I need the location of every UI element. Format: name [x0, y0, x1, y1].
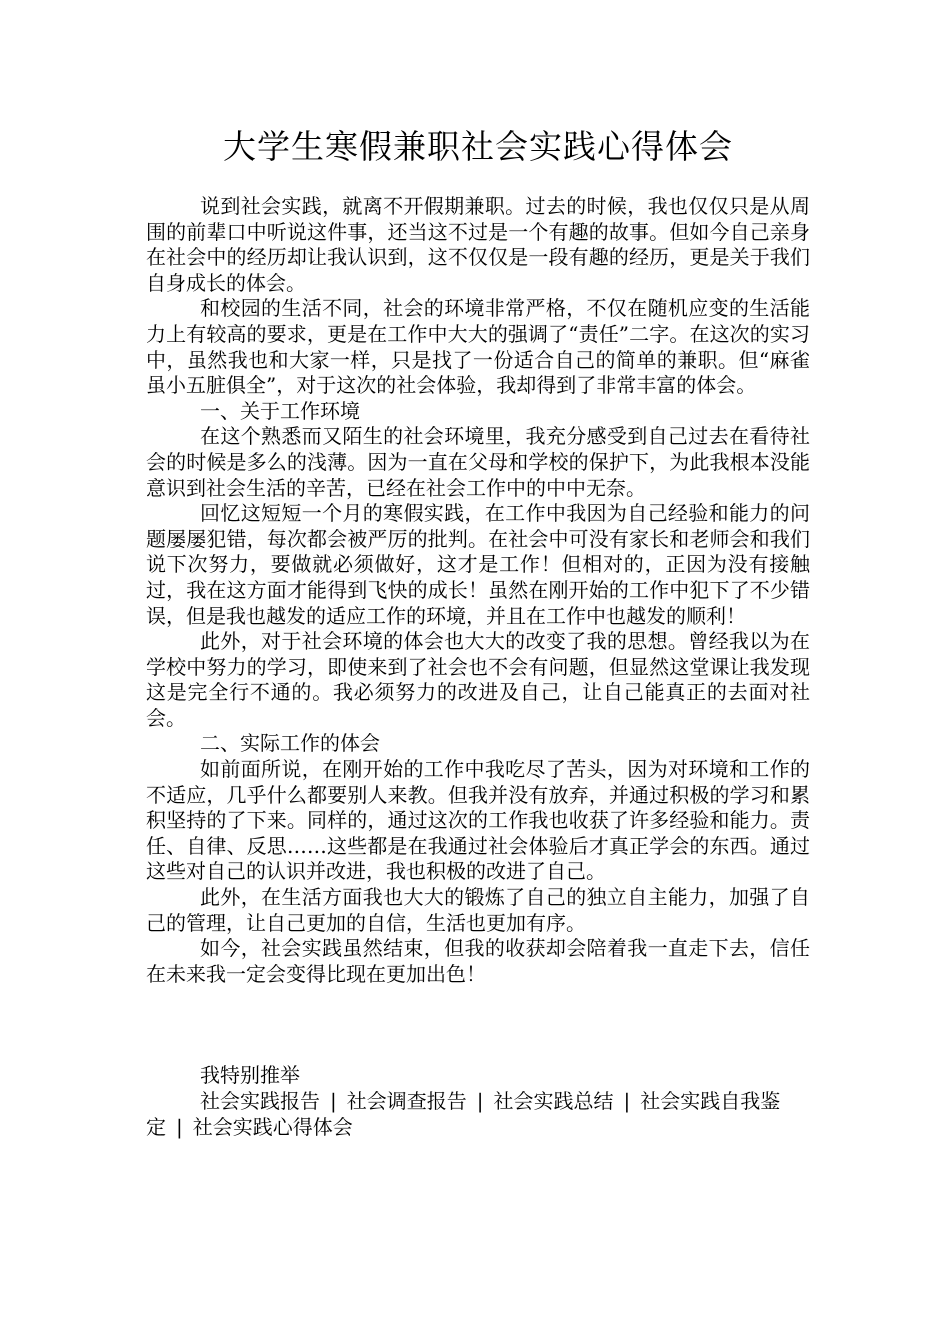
spacer — [146, 987, 810, 1063]
document-title: 大学生寒假兼职社会实践心得体会 — [223, 127, 733, 166]
link-separator: | — [476, 1089, 484, 1113]
paragraph: 如今，社会实践虽然结束，但我的收获却会陪着我一直走下去，信任在未来我一定会变得比现在更加出色！ — [146, 936, 810, 986]
paragraph: 和校园的生活不同，社会的环境非常严格，不仅在随机应变的生活能力上有较高的要求，更是在工作中大大的强调了“责任”二字。在这次的实习中，虽然我也和大家一样，只是找了一份适合自己的简单的兼职。但“麻雀虽小五脏俱全”，对于这次的社会体验，我却得到了非常丰富的体会。 — [146, 296, 810, 398]
paragraph: 此外，对于社会环境的体会也大大的改变了我的思想。曾经我以为在学校中努力的学习，即使来到了社会也不会有问题，但显然这堂课让我发现这是完全行不通的。我必须努力的改进及自己，让自己能真正的去面对社会。 — [146, 629, 810, 730]
section-heading: 一、关于工作环境 — [200, 398, 360, 423]
link-separator: | — [176, 1114, 183, 1139]
link-social-practice-self-appraisal[interactable]: 社会实践自我鉴定 — [146, 1089, 781, 1139]
recommend-heading: 我特别推举 — [200, 1063, 300, 1088]
link-social-practice-report[interactable]: 社会实践报告 — [200, 1089, 320, 1113]
link-social-practice-summary[interactable]: 社会实践总结 — [493, 1089, 614, 1113]
link-separator: | — [623, 1089, 631, 1113]
paragraph: 此外，在生活方面我也大大的锻炼了自己的独立自主能力，加强了自己的管理，让自己更加的自信，生活也更加有序。 — [146, 885, 810, 935]
section-heading: 二、实际工作的体会 — [200, 731, 380, 756]
document-body — [146, 194, 810, 987]
document-page — [146, 122, 810, 1140]
link-separator: | — [330, 1089, 337, 1113]
recommend-links — [146, 1089, 810, 1140]
paragraph: 在这个熟悉而又陌生的社会环境里，我充分感受到自己过去在看待社会的时候是多么的浅薄。因为一直在父母和学校的保护下，为此我根本没能意识到社会生活的辛苦，已经在社会工作中的中中无奈。 — [146, 424, 810, 500]
paragraph: 回忆这短短一个月的寒假实践，在工作中我因为自己经验和能力的问题屡屡犯错，每次都会被严厉的批判。在社会中可没有家长和老师会和我们说下次努力，要做就必须做好，这才是工作！但相对的，正因为没有接触过，我在这方面才能得到飞快的成长！虽然在刚开始的工作中犯下了不少错误，但是我也越发的适应工作的环境，并且在工作中也越发的顺利！ — [146, 501, 810, 628]
link-social-practice-reflection[interactable]: 社会实践心得体会 — [192, 1114, 353, 1139]
recommend-section — [146, 1063, 810, 1140]
link-social-survey-report[interactable]: 社会调查报告 — [346, 1089, 467, 1113]
paragraph: 说到社会实践，就离不开假期兼职。过去的时候，我也仅仅只是从周围的前辈口中听说这件事，还当这不过是一个有趣的故事。但如今自己亲身在社会中的经历却让我认识到，这不仅仅是一段有趣的经历，更是关于我们自身成长的体会。 — [146, 194, 810, 295]
paragraph: 如前面所说，在刚开始的工作中我吃尽了苦头，因为对环境和工作的不适应，几乎什么都要别人来教。但我并没有放弃，并通过积极的学习和累积坚持的了下来。同样的，通过这次的工作我也收获了许多经验和能力。责任、自律、反思……这些都是在我通过社会体验后才真正学会的东西。通过这些对自己的认识并改进，我也积极的改进了自己。 — [146, 757, 810, 884]
